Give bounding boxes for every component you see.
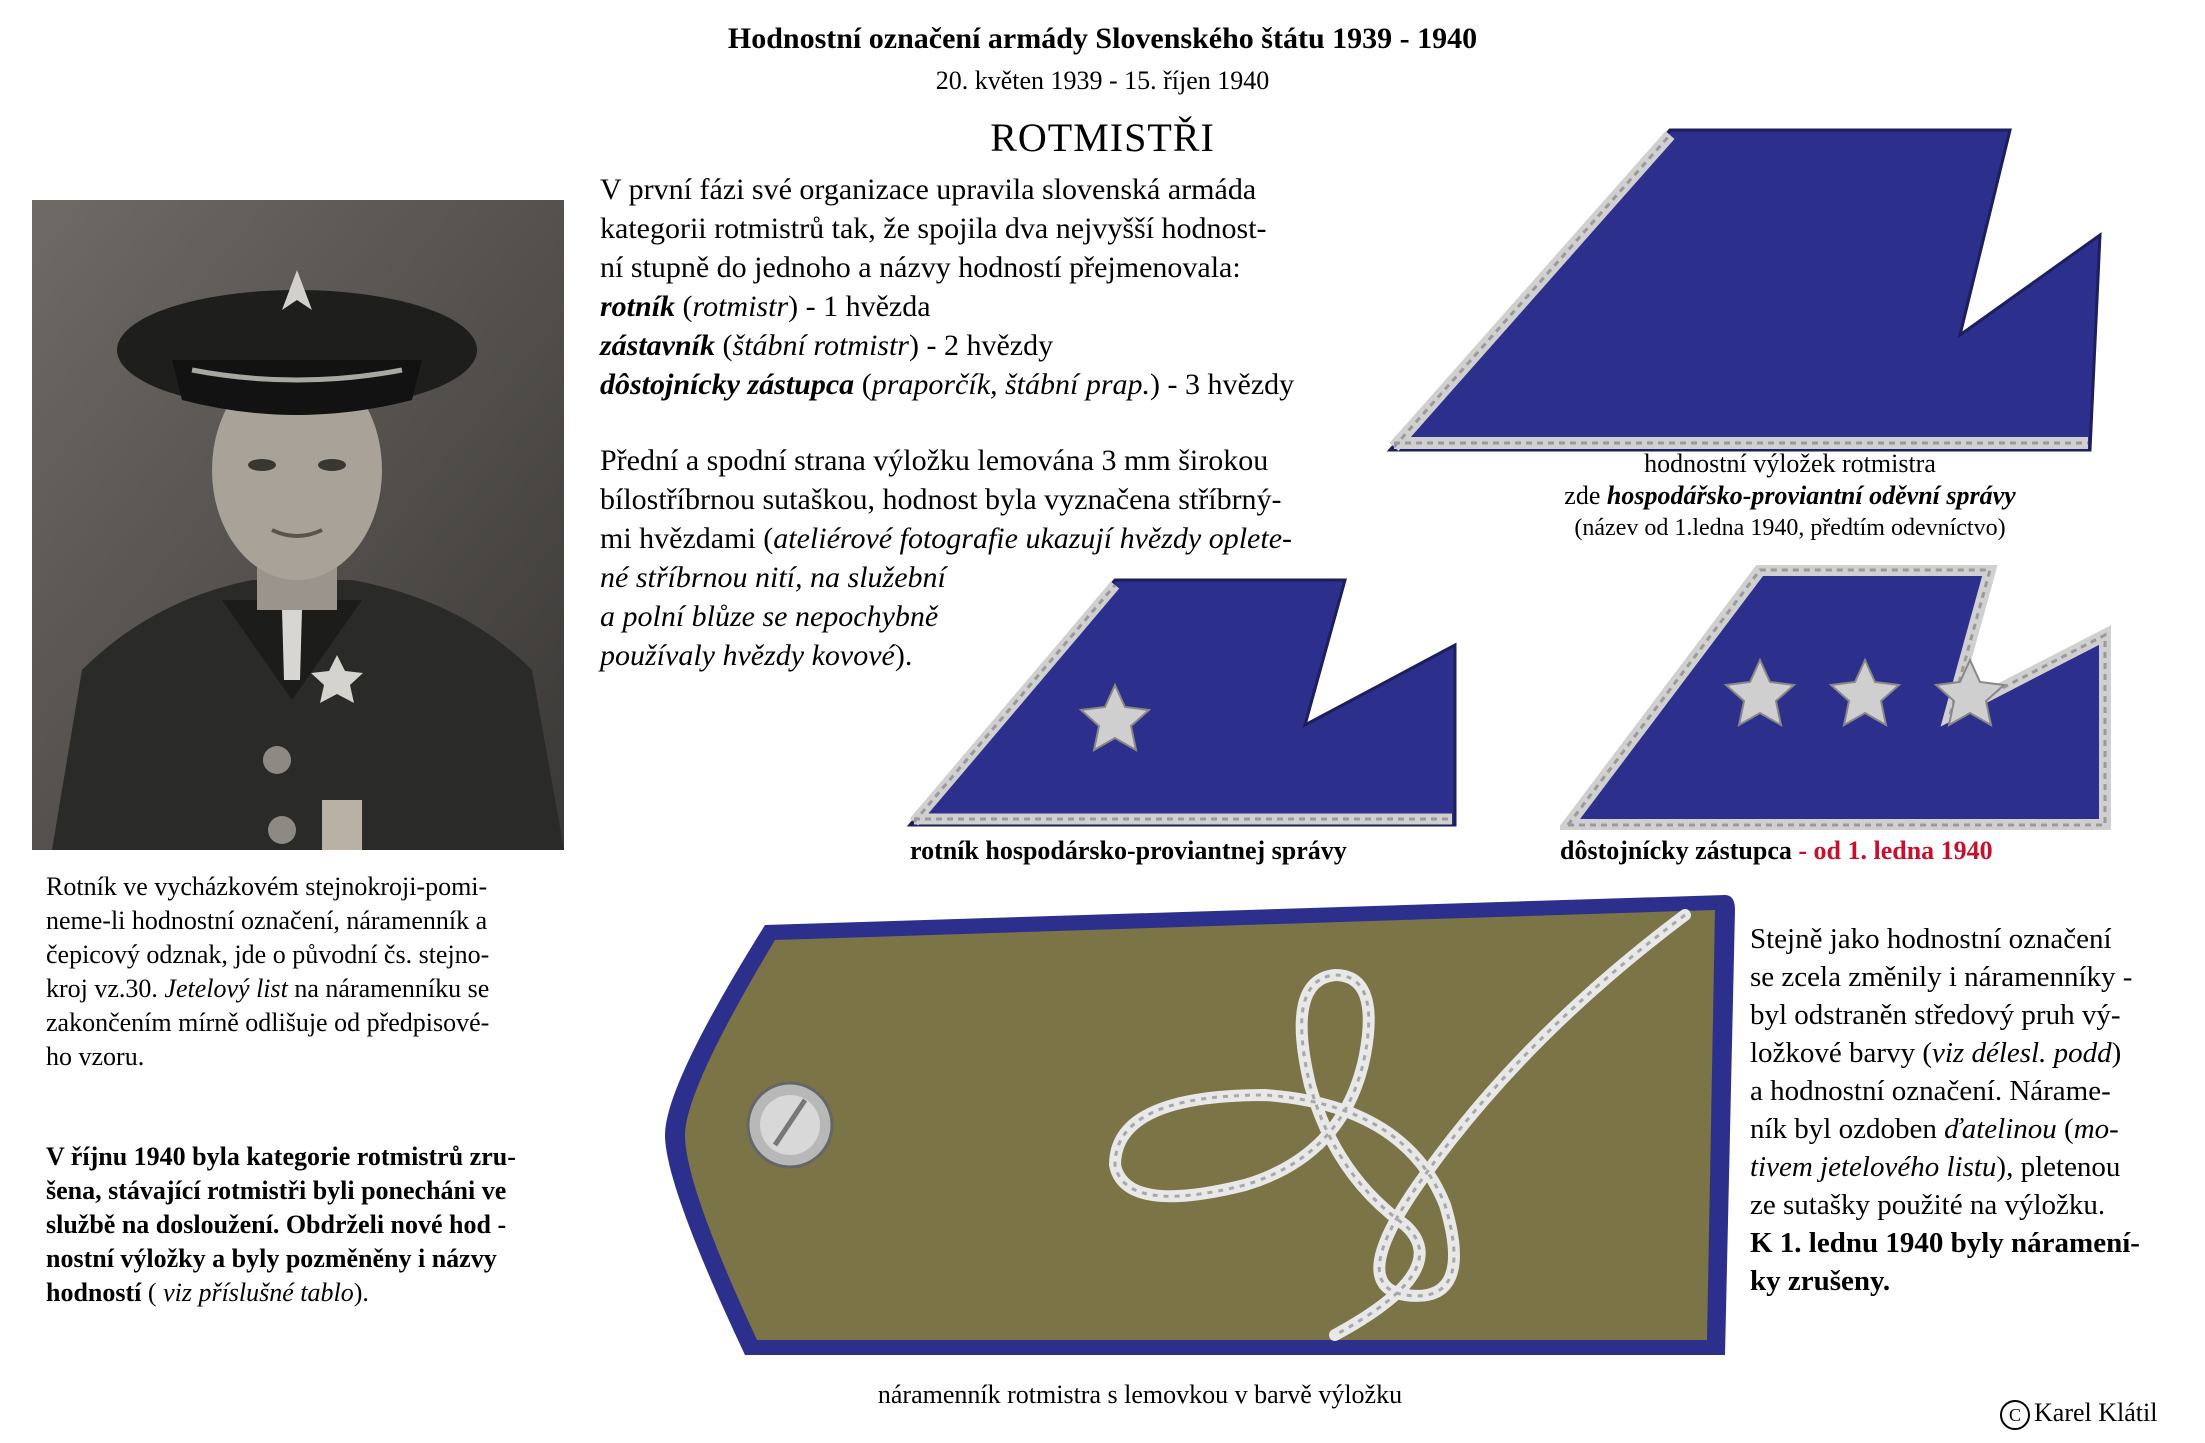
- section-heading: ROTMISTŘI: [990, 115, 1215, 160]
- intro-text: [600, 170, 1380, 404]
- rank-line-zastavnik: zástavník (štábní rotmistr) - 2 hvězdy: [600, 329, 1054, 362]
- collar-patch-dostojnicky: [1560, 565, 2120, 830]
- collar-patch-large: [1380, 125, 2120, 455]
- page-title: Hodnostní označení armády Slovenského štátu 1939 - 1940: [727, 22, 1478, 55]
- intro-line: kategorii rotmistrů tak, že spojila dva nejvyšší hodnost-: [600, 212, 1267, 245]
- braid-description: Přední a spodní strana výložku lemována 3 mm širokou bílostříbrnou sutaškou, hodnost byla vyznačena stříbrný- mi hvězdami (ateliérové fotografie ukazují hvězdy oplete- né stříbrnou nití, na služební a polní blůze se nepochybně používaly hvězdy kovové).: [600, 444, 1293, 672]
- rank-line-rotnik: rotník (rotmistr) - 1 hvězda: [600, 290, 931, 323]
- intro-line: V první fázi své organizace upravila slovenská armáda: [600, 173, 1257, 206]
- copyright-icon: C: [2000, 1400, 2030, 1430]
- date-range: 20. květen 1939 - 15. říjen 1940: [935, 66, 1270, 95]
- collar-dostojnicky-caption: dôstojnícky zástupca - od 1. ledna 1940: [1560, 836, 1993, 865]
- shoulder-strap: [645, 885, 1735, 1365]
- collar-rotnik-caption: rotník hospodársko-proviantnej správy: [910, 836, 1347, 865]
- collar-large-caption: hodnostní výložek rotmistra zde hospodářsko-proviantní oděvní správy (název od 1.ledna 1940, předtím odevníctvo): [1564, 449, 2016, 541]
- shoulder-strap-caption: náramenník rotmistra s lemovkou v barvě výložku: [877, 1380, 1403, 1409]
- copyright: C Karel Klátil: [2000, 1398, 2200, 1430]
- intro-line: ní stupně do jednoho a názvy hodností přejmenovala:: [600, 251, 1241, 284]
- shoulder-strap-description: Stejně jako hodnostní označení se zcela změnily i náramenníky - byl odstraněn středový pruh vý- ložkové barvy (viz délesl. podd) a hodnostní označení. Nárame- ník byl ozdoben ďatelinou (mo- tivem jetelového listu), pletenou ze sutašky použité na výložku. K 1. lednu 1940 byly náramení- ky zrušeny.: [1750, 923, 2140, 1297]
- collar-patch-rotnik: [900, 575, 1470, 830]
- soldier-photo: [32, 200, 564, 850]
- abolition-note: V říjnu 1940 byla kategorie rotmistrů zru- šena, stávající rotmistři byli ponecháni ve službě na dosloužení. Obdrželi nové hod - nostní výložky a byly pozměněny i názvy hodností ( viz příslušné tablo).: [46, 1142, 516, 1307]
- rank-line-dostojnicky: dôstojnícky zástupca (praporčík, štábní prap.) - 3 hvězdy: [600, 368, 1295, 401]
- photo-caption: Rotník ve vycházkovém stejnokroji-pomi- neme-li hodnostní označení, náramenník a čepicový odznak, jde o původní čs. stejno- kroj vz.30. Jetelový list na náramenníku se zakončením mírně odlišuje od předpisové- ho vzoru.: [46, 872, 490, 1071]
